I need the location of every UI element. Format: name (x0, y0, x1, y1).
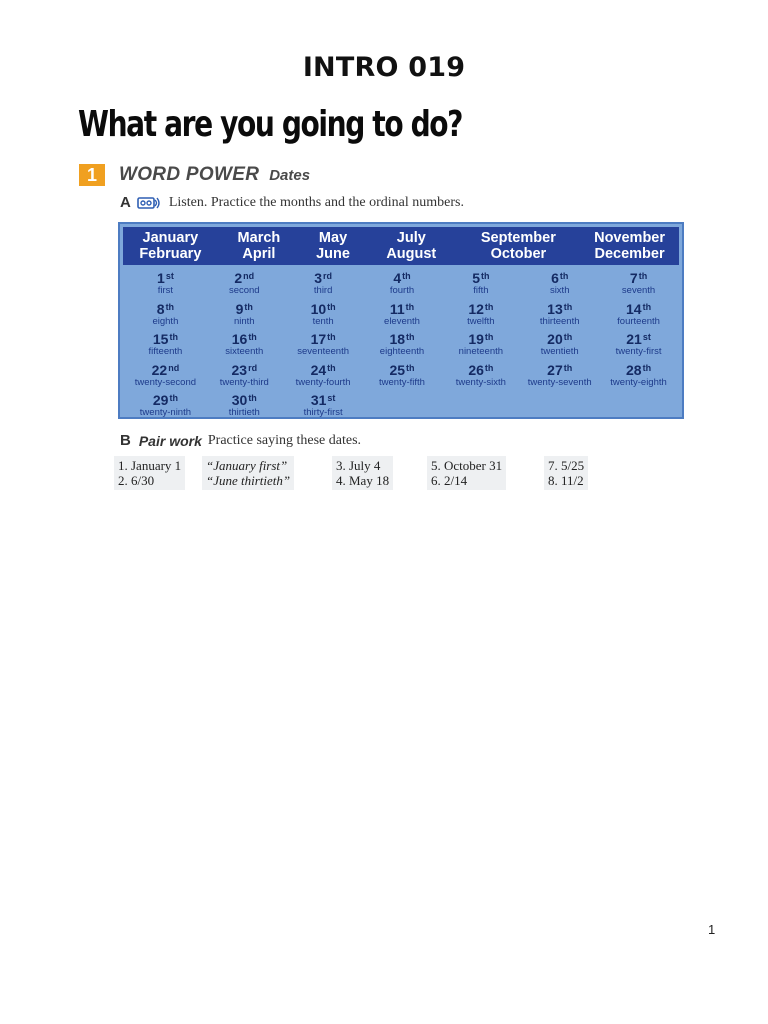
ordinal-word: eleventh (384, 315, 420, 327)
ordinal-word: twenty-eighth (610, 376, 667, 388)
ordinal-number: 12th (468, 300, 494, 317)
lesson-headline: What are you going to do? (78, 104, 463, 145)
ordinal-number: 13th (547, 300, 573, 317)
part-b-instruction (120, 432, 361, 449)
ordinal-number: 27th (547, 361, 573, 378)
ordinal-number: 7th (629, 270, 648, 286)
exercise-item: 5. October 31 (431, 458, 503, 473)
ordinal-cell (126, 329, 205, 360)
ordinal-word: sixth (549, 285, 570, 296)
ordinal-cell (205, 390, 284, 421)
ordinal-number: 24th (310, 361, 336, 378)
ordinal-word: twenty-ninth (139, 407, 192, 418)
ordinal-cell (363, 360, 442, 391)
exercise-item: 8. 11/2 (548, 473, 584, 488)
ordinal-word: eighth (152, 315, 179, 327)
ordinal-cell (599, 268, 678, 299)
section-header (79, 163, 310, 187)
month-pair: May June (316, 230, 350, 262)
ordinal-cell (126, 390, 205, 421)
ordinal-word: fifth (473, 285, 489, 296)
ordinal-cell (284, 329, 363, 360)
ordinal-word: fourteenth (617, 315, 660, 327)
ordinal-number: 11th (389, 300, 415, 317)
ordinal-number: 20th (547, 331, 573, 347)
part-b-text: Practice saying these dates. (207, 432, 362, 448)
ordinal-word: tenth (312, 315, 334, 327)
ordinal-number: 22nd (151, 361, 180, 378)
ordinal-word: thirteenth (539, 315, 580, 327)
ordinal-number: 9th (235, 300, 253, 317)
ordinal-cell (126, 360, 205, 391)
document-title: INTRO 019 (302, 52, 466, 83)
ordinal-word: twenty-fifth (379, 376, 425, 388)
ordinal-number: 17th (310, 331, 336, 347)
ordinal-cell (441, 268, 520, 299)
ordinal-word: seventh (621, 285, 656, 296)
ordinal-word: eighteenth (379, 346, 425, 357)
part-a-text: Listen. Practice the months and the ordinal numbers. (168, 194, 464, 210)
ordinal-number: 30th (231, 392, 257, 408)
audio-cassette-icon (137, 195, 161, 211)
ordinal-number: 14th (626, 300, 652, 317)
month-pair: September October (480, 230, 556, 262)
exercise-example: “June thirtieth” (206, 473, 291, 488)
ordinal-number: 28th (626, 361, 652, 378)
part-b-letter: B (120, 432, 131, 449)
ordinal-cell (441, 360, 520, 391)
section-subtitle: Dates (269, 166, 311, 184)
ordinal-number: 31st (310, 392, 336, 408)
ordinal-cell (284, 360, 363, 391)
exercise-example: “January first” (206, 458, 288, 473)
ordinal-number: 25th (389, 361, 415, 378)
exercise-item: 2. 6/30 (118, 473, 155, 488)
ordinal-cell (205, 329, 284, 360)
ordinal-cell (441, 299, 520, 330)
ordinal-word: thirtieth (228, 407, 260, 418)
ordinal-number: 19th (468, 331, 494, 347)
ordinal-word: seventeenth (297, 346, 350, 357)
ordinal-cell (126, 268, 205, 299)
ordinal-cell (363, 268, 442, 299)
ordinal-cell (363, 299, 442, 330)
ordinal-word: fourth (389, 285, 415, 296)
part-b-label: Pair work (138, 432, 202, 449)
ordinal-cell (520, 329, 599, 360)
months-ordinals-table (118, 222, 684, 419)
ordinal-number: 10th (310, 300, 336, 317)
month-pair: November December (594, 230, 666, 262)
exercise-item: 3. July 4 (336, 458, 381, 473)
exercise-column-4 (544, 456, 588, 490)
ordinals-grid (126, 268, 678, 421)
ordinal-number: 6th (551, 270, 569, 286)
ordinal-cell (520, 268, 599, 299)
exercise-item: 4. May 18 (336, 473, 390, 488)
ordinal-cell (520, 360, 599, 391)
ordinal-number: 4th (393, 270, 411, 286)
ordinal-cell (205, 299, 284, 330)
ordinal-word: twelfth (467, 315, 495, 327)
part-a-letter: A (120, 194, 131, 211)
ordinal-word: nineteenth (458, 346, 504, 357)
ordinal-number: 2nd (234, 270, 255, 286)
ordinal-cell (599, 360, 678, 391)
ordinal-cell (284, 390, 363, 421)
ordinal-cell (284, 299, 363, 330)
section-title: WORD POWER (119, 164, 260, 185)
exercise-column-2 (332, 456, 393, 490)
ordinal-word: twenty-first (615, 346, 662, 357)
ordinal-cell (599, 329, 678, 360)
month-pair: January February (139, 230, 202, 262)
exercise-examples (202, 456, 294, 490)
exercise-column-3 (427, 456, 506, 490)
ordinal-cell (205, 360, 284, 391)
ordinal-cell (126, 299, 205, 330)
ordinal-word: sixteenth (225, 346, 264, 357)
ordinal-number: 29th (152, 392, 178, 408)
ordinal-word: thirty-first (303, 407, 343, 418)
exercise-item: 6. 2/14 (431, 473, 468, 488)
ordinal-word: ninth (233, 315, 255, 327)
ordinal-number: 8th (156, 300, 175, 317)
ordinal-number: 16th (231, 331, 257, 347)
ordinal-number: 18th (389, 331, 415, 347)
ordinal-word: twenty-fourth (295, 376, 351, 388)
part-a-instruction (120, 194, 464, 211)
ordinal-word: twenty-seventh (527, 376, 592, 388)
ordinal-number: 23rd (231, 361, 258, 378)
ordinal-number: 21st (626, 331, 651, 347)
section-number-badge: 1 (79, 164, 105, 186)
month-pair: March April (237, 230, 281, 262)
ordinal-number: 5th (472, 270, 490, 286)
ordinal-number: 3rd (314, 270, 333, 286)
ordinal-number: 15th (152, 331, 178, 347)
ordinal-word: first (157, 285, 174, 296)
ordinal-word: twenty-third (219, 376, 269, 388)
months-header (123, 227, 679, 265)
ordinal-cell (599, 299, 678, 330)
ordinal-word: second (228, 285, 260, 296)
ordinal-word: third (313, 285, 333, 296)
exercise-item: 7. 5/25 (548, 458, 585, 473)
ordinal-cell (363, 329, 442, 360)
ordinal-cell (441, 329, 520, 360)
exercise-column-1 (114, 456, 185, 490)
ordinal-word: twenty-second (134, 376, 197, 388)
ordinal-word: twenty-sixth (455, 376, 506, 388)
ordinal-number: 26th (468, 361, 494, 378)
ordinal-cell (205, 268, 284, 299)
ordinal-cell (284, 268, 363, 299)
exercise-item: 1. January 1 (118, 458, 182, 473)
page-number: 1 (708, 922, 716, 937)
ordinal-number: 1st (157, 270, 174, 286)
month-pair: July August (386, 230, 437, 262)
ordinal-word: fifteenth (148, 346, 183, 357)
ordinal-cell (520, 299, 599, 330)
ordinal-word: twentieth (540, 346, 579, 357)
